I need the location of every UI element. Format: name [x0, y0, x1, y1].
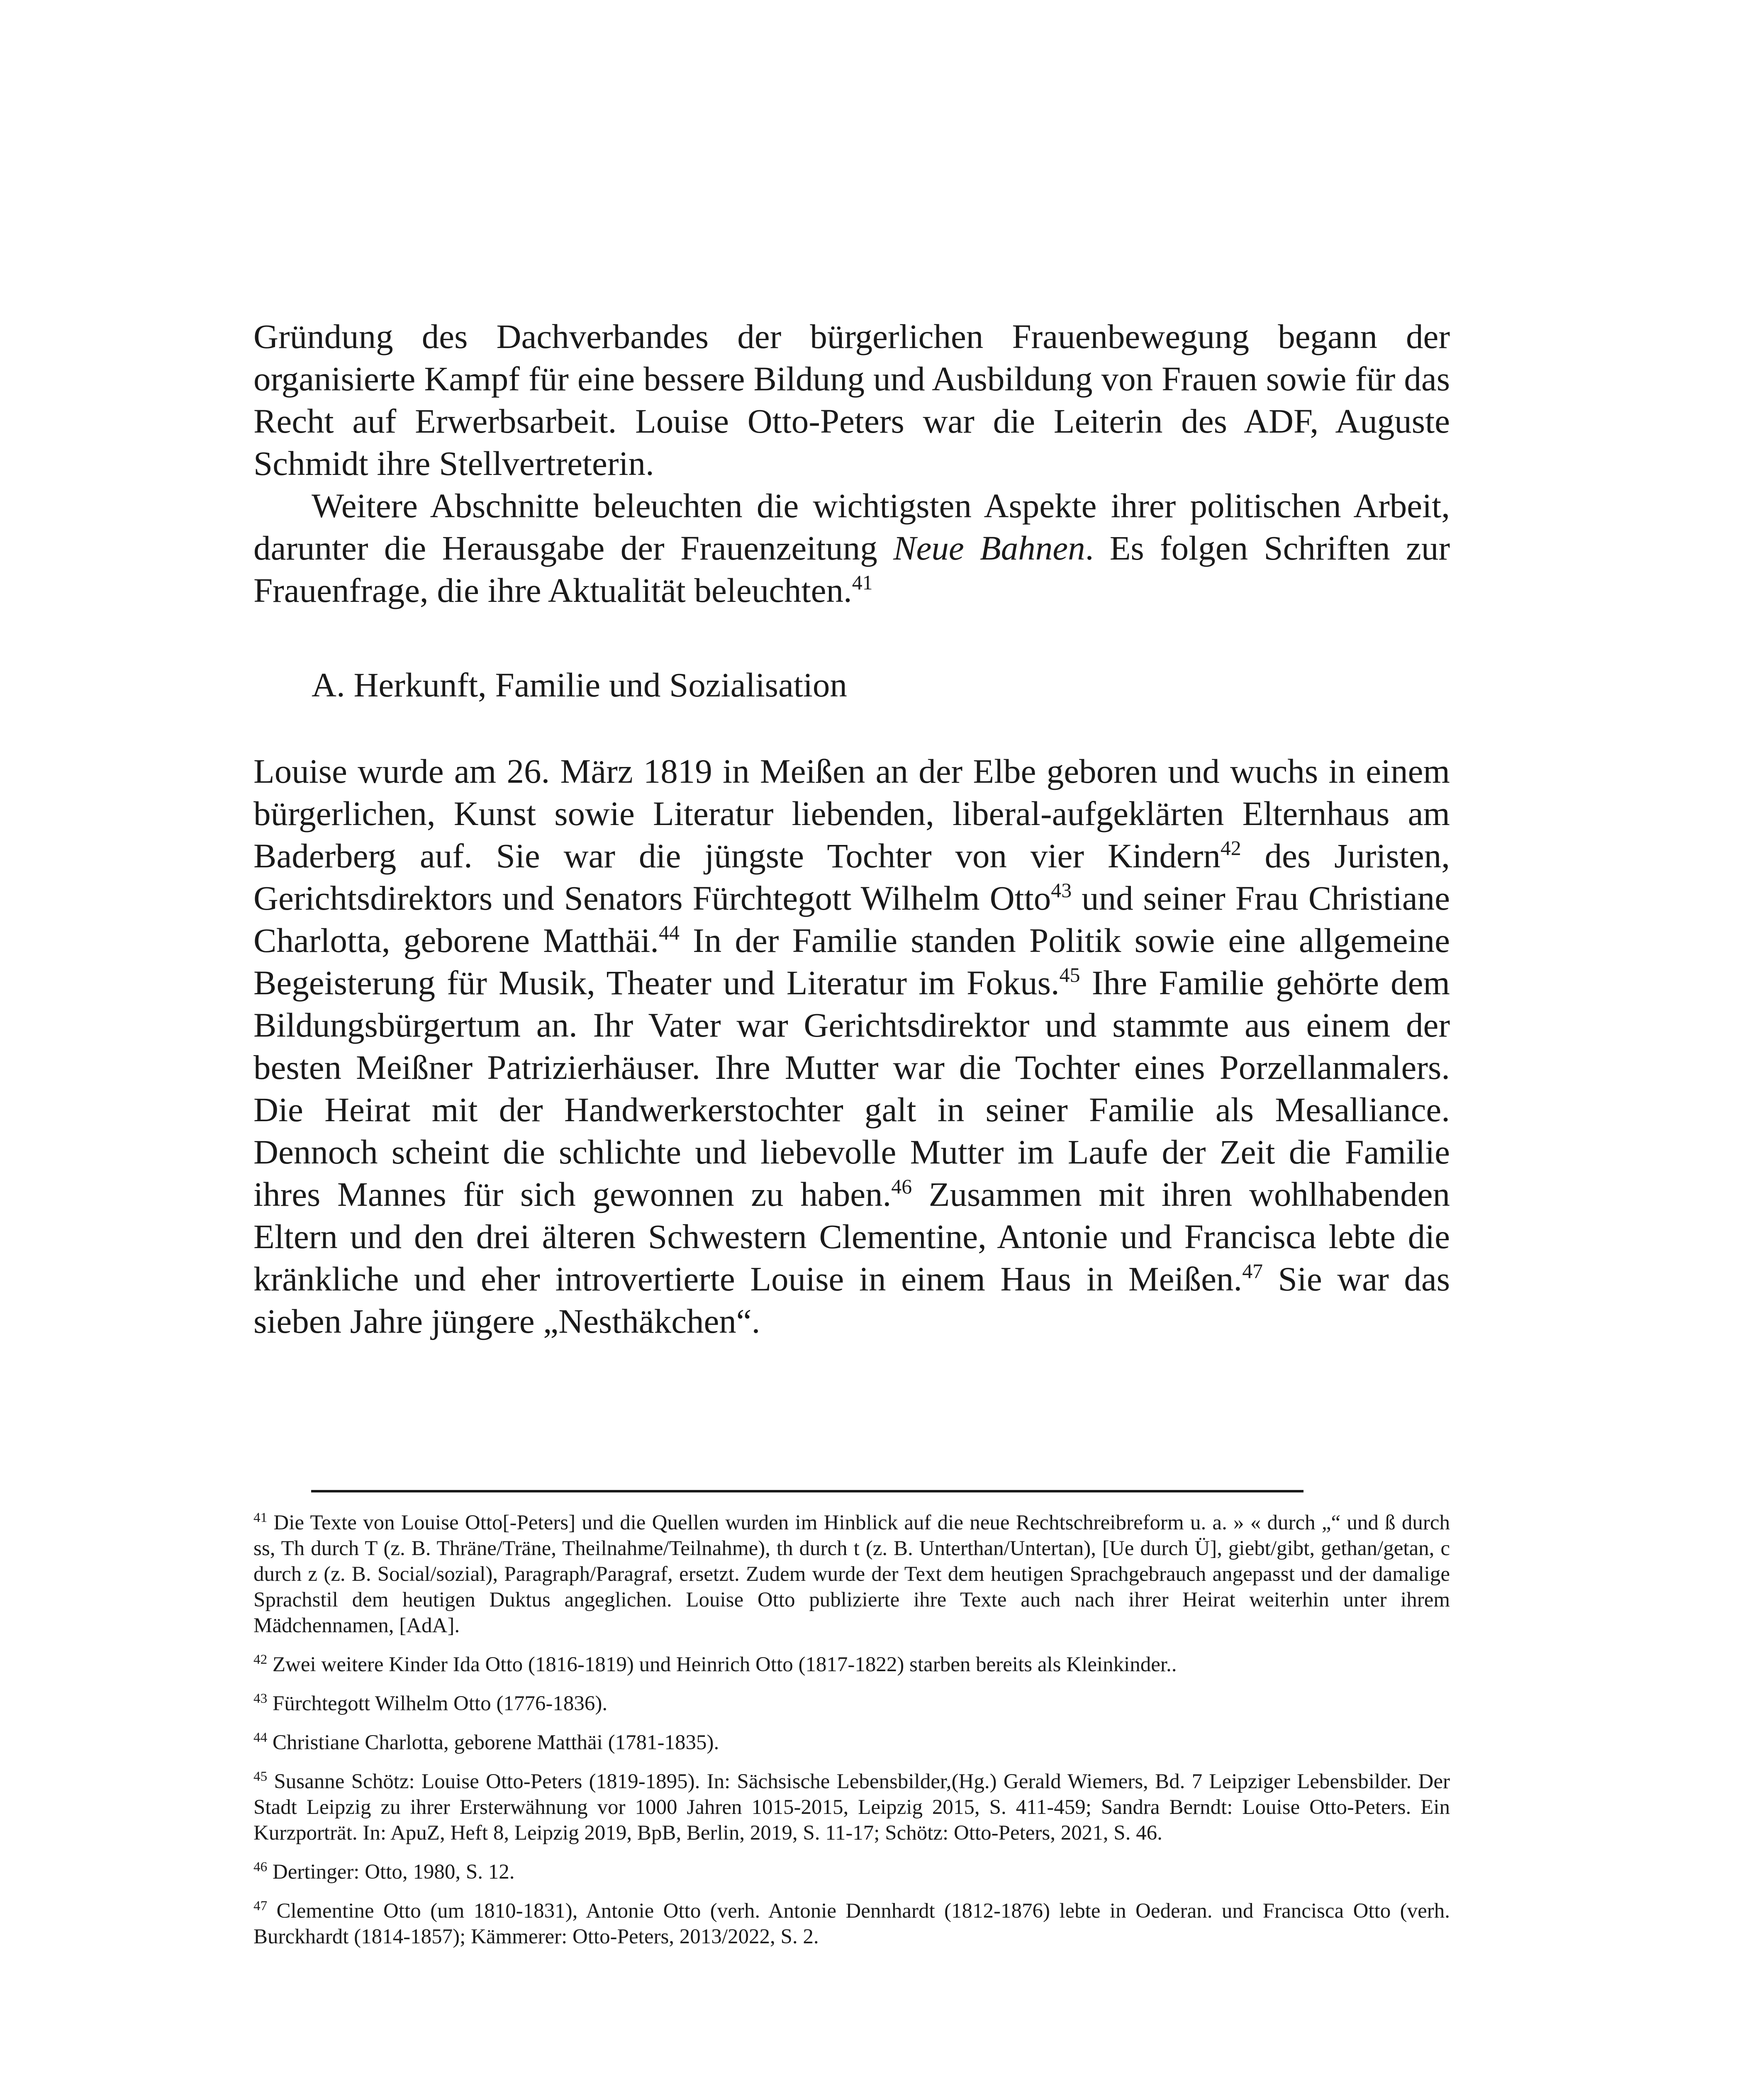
footnote-separator — [311, 1490, 1304, 1492]
footnote-42 — [253, 1652, 1450, 1677]
footnote-number: 46 — [253, 1859, 268, 1874]
footnote-number: 41 — [253, 1509, 268, 1525]
footnote-43 — [253, 1691, 1450, 1716]
footnote-text: Christiane Charlotta, geborene Matthäi (1781-1835). — [267, 1731, 719, 1754]
intro-paragraph-2-part-b: . Es folgen Schriften zur Frauenfrage, die ihre Aktualität beleuchten. — [253, 529, 1450, 609]
footnote-text: Dertinger: Otto, 1980, S. 12. — [267, 1860, 515, 1884]
section-text-part-4: In der Familie standen Politik sowie eine allgemeine Begeisterung für Musik, Theater und Literatur im Fokus. — [253, 921, 1450, 1002]
section-text-part-7: Sie war das sieben Jahre jüngere „Nesthäkchen“. — [253, 1260, 1450, 1340]
footnote-text: Zwei weitere Kinder Ida Otto (1816-1819) und Heinrich Otto (1817-1822) starben bereits als Kleinkinder.. — [267, 1653, 1177, 1676]
footnote-ref-45[interactable]: 45 — [1059, 964, 1080, 987]
newspaper-title: Neue Bahnen — [893, 529, 1085, 567]
section-text-part-1: Louise wurde am 26. März 1819 in Meißen an der Elbe geboren und wuchs in einem bürgerlichen, Kunst sowie Literatur liebenden, liberal-aufgeklärten Elternhaus am Baderberg auf. Sie war die jüngste Tochter von vier Kindern — [253, 752, 1450, 875]
intro-paragraph-1: Gründung des Dachverbandes der bürgerlichen Frauenbewegung begann der organisierte Kampf für eine bessere Bildung und Ausbildung von Frauen sowie für das Recht auf Erwerbsarbeit. Louise Otto-Peters war die Leiterin des ADF, Auguste Schmidt ihre Stellvertreterin. — [253, 317, 1450, 482]
section-text — [253, 750, 1450, 1342]
footnote-number: 44 — [253, 1729, 268, 1745]
footnote-text: Clementine Otto (um 1810-1831), Antonie Otto (verh. Antonie Dennhardt (1812-1876) lebte in Oederan. und Francisca Otto (verh. Burckhardt (1814-1857); Kämmerer: Otto-Peters, 2013/2022, S. 2. — [253, 1899, 1450, 1948]
intro-paragraph-2 — [253, 484, 1450, 611]
section-text-part-6: Zusammen mit ihren wohlhabenden Eltern und den drei älteren Schwestern Clementine, Antonie und Francisca lebte die kränkliche und eher introvertierte Louise in einem Haus in Meißen. — [253, 1175, 1450, 1298]
section-text-part-5: Ihre Familie gehörte dem Bildungsbürgertum an. Ihr Vater war Gerichtsdirektor und stammte aus einem der besten Meißner Patrizierhäuser. Ihre Mutter war die Tochter eines Porzellanmalers. Die Heirat mit der Handwerkerstochter galt in seiner Familie als Mesalliance. Dennoch scheint die schlichte und liebevolle Mutter im Laufe der Zeit die Familie ihres Mannes für sich gewonnen zu haben. — [253, 964, 1450, 1213]
footnotes — [253, 1510, 1450, 1963]
footnote-number: 45 — [253, 1768, 268, 1784]
footnote-text: Fürchtegott Wilhelm Otto (1776-1836). — [267, 1692, 608, 1715]
footnote-46 — [253, 1859, 1450, 1885]
footnote-text: Susanne Schötz: Louise Otto-Peters (1819-1895). In: Sächsische Lebensbilder,(Hg.) Gerald Wiemers, Bd. 7 Leipziger Lebensbilder. Der Stadt Leipzig zu ihrer Ersterwähnung vor 1000 Jahren 1015-2015, Leipzig 2015, S. 411-459; Sandra Berndt: Louise Otto-Peters. Ein Kurzporträt. In: ApuZ, Heft 8, Leipzig 2019, BpB, Berlin, 2019, S. 11-17; Schötz: Otto-Peters, 2021, S. 46. — [253, 1770, 1450, 1845]
section-heading: A. Herkunft, Familie und Sozialisation — [312, 666, 847, 704]
footnote-ref-47[interactable]: 47 — [1242, 1260, 1263, 1283]
footnote-number: 43 — [253, 1690, 268, 1706]
footnote-ref-42[interactable]: 42 — [1220, 837, 1241, 860]
footnote-ref-44[interactable]: 44 — [659, 921, 680, 944]
section-paragraph — [253, 750, 1450, 1342]
footnote-44 — [253, 1730, 1450, 1755]
footnote-text: Die Texte von Louise Otto[-Peters] und die Quellen wurden im Hinblick auf die neue Rechtschreibreform u. a. » « durch „“ und ß durch ss, Th durch T (z. B. Thräne/Träne, Theilnahme/Teilnahme), th durch t (z. B. Unterthan/Untertan), [Ue durch Ü], giebt/gibt, gethan/getan, c durch z (z. B. Social/sozial), Paragraph/Paragraf, ersetzt. Zudem wurde der Text dem heutigen Sprachgebrauch angepasst und der damalige Sprachstil dem heutigen Duktus angeglichen. Louise Otto publizierte ihre Texte auch nach ihrer Heirat weiterhin unter ihrem Mädchennamen, [AdA]. — [253, 1511, 1450, 1637]
footnote-41 — [253, 1510, 1450, 1638]
intro-text — [253, 315, 1450, 611]
intro-paragraph-2-part-a: Weitere Abschnitte beleuchten die wichtigsten Aspekte ihrer politischen Arbeit, darunter die Herausgabe der Frauenzeitung — [253, 487, 1450, 567]
footnote-number: 47 — [253, 1898, 268, 1913]
footnote-45 — [253, 1769, 1450, 1846]
footnote-number: 42 — [253, 1651, 268, 1667]
section-text-part-3: und seiner Frau Christiane Charlotta, geborene Matthäi. — [253, 879, 1450, 959]
footnote-ref-46[interactable]: 46 — [891, 1175, 912, 1198]
section-text-part-2: des Juristen, Gerichtsdirektors und Senators Fürchtegott Wilhelm Otto — [253, 837, 1450, 917]
footnote-47 — [253, 1898, 1450, 1950]
footnote-ref-41[interactable]: 41 — [852, 571, 873, 594]
footnote-ref-43[interactable]: 43 — [1051, 879, 1072, 902]
